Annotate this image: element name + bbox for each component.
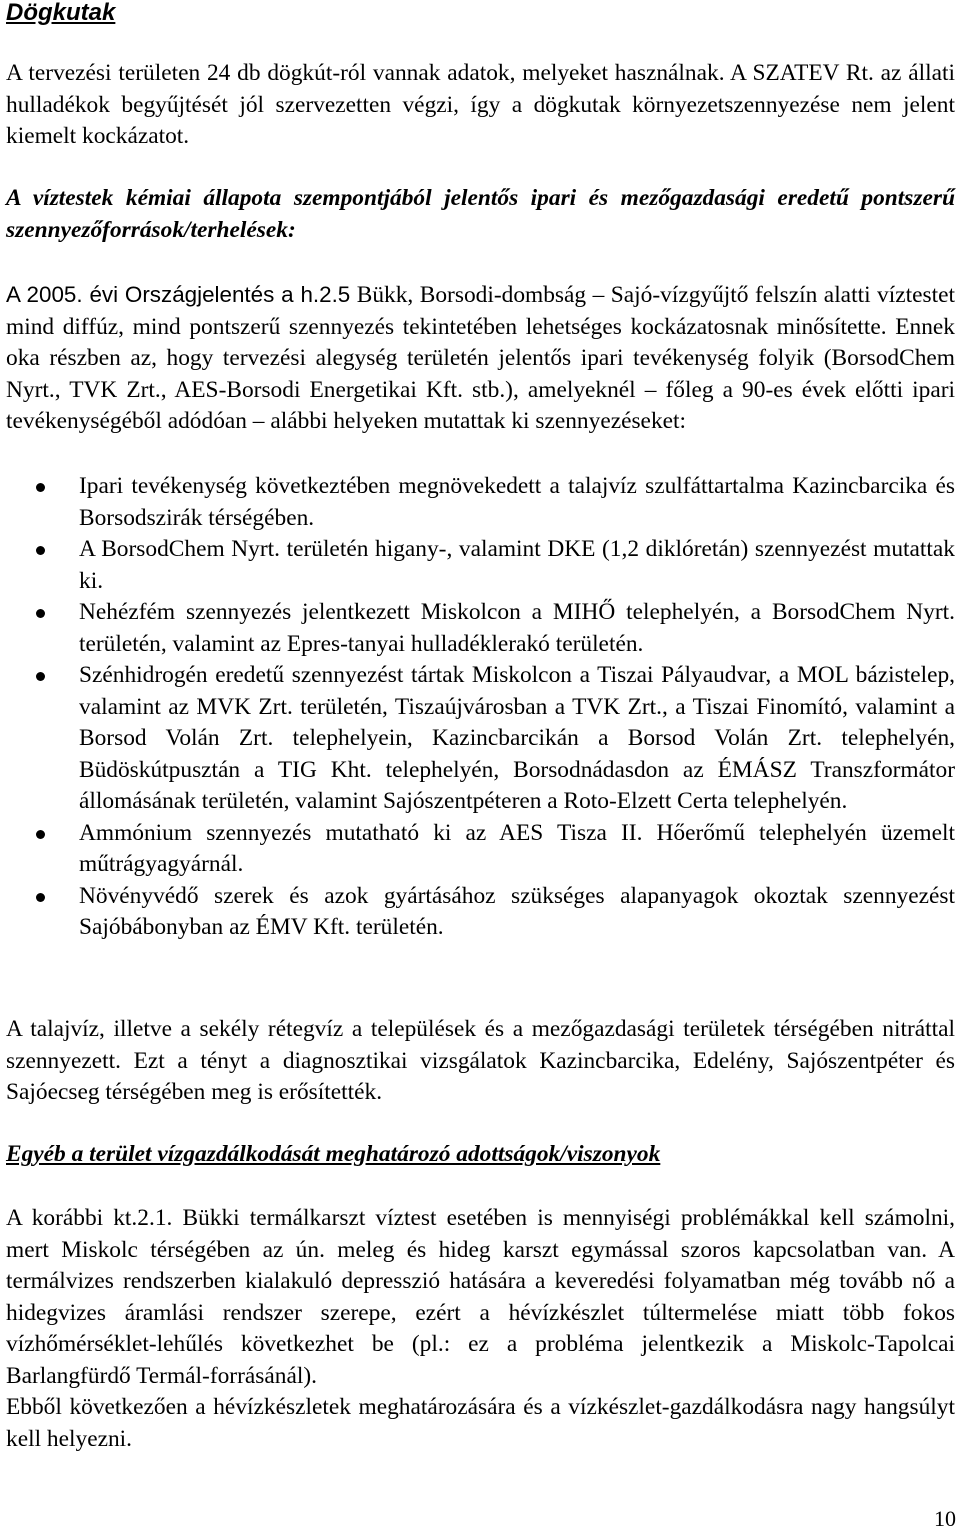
list-item-text: Szénhidrogén eredetű szennyezést tártak Miskolcon a Tiszai Pályaudvar, a MOL bázistelep, valamint az MVK Zrt. területén, Tiszaújvárosban a TVK Zrt., a Tiszai Finomító, valamint a Borsod Volán Zrt. telephelyein, Kazincbarcikán a Borsod Volán Zrt. telephelyén, Büdöskútpusztán a TIG Kht. telephelyén, Borsodnádasdon az ÉMÁSZ Transzformátor állomásának területén, valamint Sajószentpéteren a Roto-Elzett Certa telephelyén.: [79, 662, 955, 814]
list-item-text: Növényvédő szerek és azok gyártásához szükséges alapanyagok okoztak szennyezést Sajóbábonyban az ÉMV Kft. területén.: [79, 882, 955, 940]
list-item: [6, 881, 955, 944]
subheading-pollution-sources: A víztestek kémiai állapota szempontjából jelentős ipari és mezőgazdasági eredetű pontszerű szennyezőforrások/terhelések:: [6, 185, 955, 243]
subheading-block-2: [6, 1139, 955, 1171]
conclusion-paragraph: Ebből következően a hévízkészletek meghatározására és a vízkészlet-gazdálkodásra nagy hangsúlyt kell helyezni.: [6, 1394, 955, 1452]
country-report-paragraph: [6, 279, 955, 438]
list-item: [6, 597, 955, 660]
thermal-karst-block: [6, 1203, 955, 1455]
country-report-text: Bükk, Borsodi-dombság – Sajó-vízgyűjtő felszín alatti víztestet mind diffúz, mind pontszerű szennyezés tekintetében lehetséges kockázatosnak minősítette. Ennek oka részben az, hogy tervezési alegység területén jelentős ipari tevékenység folyik (BorsodChem Nyrt., TVK Zrt., AES-Borsodi Energetikai Kft. stb.), amelyeknél – főleg a 90-es évek előtti ipari tevékenységéből adódóan – alábbi helyeken mutattak ki szennyezéseket:: [6, 282, 955, 434]
pollution-list: [6, 471, 955, 944]
intro-paragraph-block: [6, 58, 955, 153]
country-report-reference: A 2005. évi Országjelentés a h.2.5: [6, 282, 351, 307]
list-item: [6, 534, 955, 597]
list-item: [6, 471, 955, 534]
subheading-other-conditions: Egyéb a terület vízgazdálkodását meghatározó adottságok/viszonyok: [6, 1141, 661, 1167]
list-item: [6, 660, 955, 818]
bullet-icon: [36, 893, 45, 902]
pollution-list-block: [6, 471, 955, 944]
bullet-icon: [36, 546, 45, 555]
page-number: 10: [934, 1506, 956, 1531]
bullet-icon: [36, 483, 45, 492]
country-report-block: [6, 279, 955, 438]
list-item-text: Nehézfém szennyezés jelentkezett Miskolcon a MIHŐ telephelyén, a BorsodChem Nyrt. területén, valamint az Epres-tanyai hulladéklerakó területén.: [79, 599, 955, 657]
section-heading-dogkutak: Dögkutak: [6, 0, 116, 26]
list-item: [6, 818, 955, 881]
subheading-block-1: [6, 183, 955, 246]
list-item-text: Ammónium szennyezés mutatható ki az AES Tisza II. Hőerőmű telephelyén üzemelt műtrágyagyárnál.: [79, 819, 955, 877]
bullet-icon: [36, 830, 45, 839]
groundwater-block: [6, 1014, 955, 1109]
thermal-karst-paragraph: A korábbi kt.2.1. Bükki termálkarszt víztest esetében is mennyiségi problémákkal kell számolni, mert Miskolc térségében az ún. meleg és hideg karszt egymással szoros kapcsolatban van. A termálvizes rendszerben kialakuló depresszió hatására a keveredési folyamatban még tovább nő a hidegvizes áramlási rendszer szerepe, ezért a hévízkészlet túltermelése miatt több fokos vízhőmérséklet-lehűlés következhet be (pl.: ez a probléma jelentkezik a Miskolc-Tapolcai Barlangfürdő Termál-forrásánál).: [6, 1205, 955, 1389]
list-item-text: Ipari tevékenység következtében megnövekedett a talajvíz szulfáttartalma Kazincbarcika és Borsodszirák térségében.: [79, 473, 955, 531]
bullet-icon: [36, 672, 45, 681]
bullet-icon: [36, 609, 45, 618]
intro-paragraph: A tervezési területen 24 db dögkút-ról vannak adatok, melyeket használnak. A SZATEV Rt. az állati hulladékok begyűjtését jól szervezetten végzi, így a dögkutak környezetszennyezése nem jelent kiemelt kockázatot.: [6, 60, 955, 149]
list-item-text: A BorsodChem Nyrt. területén higany-, valamint DKE (1,2 diklóretán) szennyezést mutattak ki.: [79, 536, 955, 594]
groundwater-paragraph: A talajvíz, illetve a sekély rétegvíz a települések és a mezőgazdasági területek térségében nitráttal szennyezett. Ezt a tényt a diagnosztikai vizsgálatok Kazincbarcika, Edelény, Sajószentpéter és Sajóecseg térségében meg is erősítették.: [6, 1016, 955, 1105]
